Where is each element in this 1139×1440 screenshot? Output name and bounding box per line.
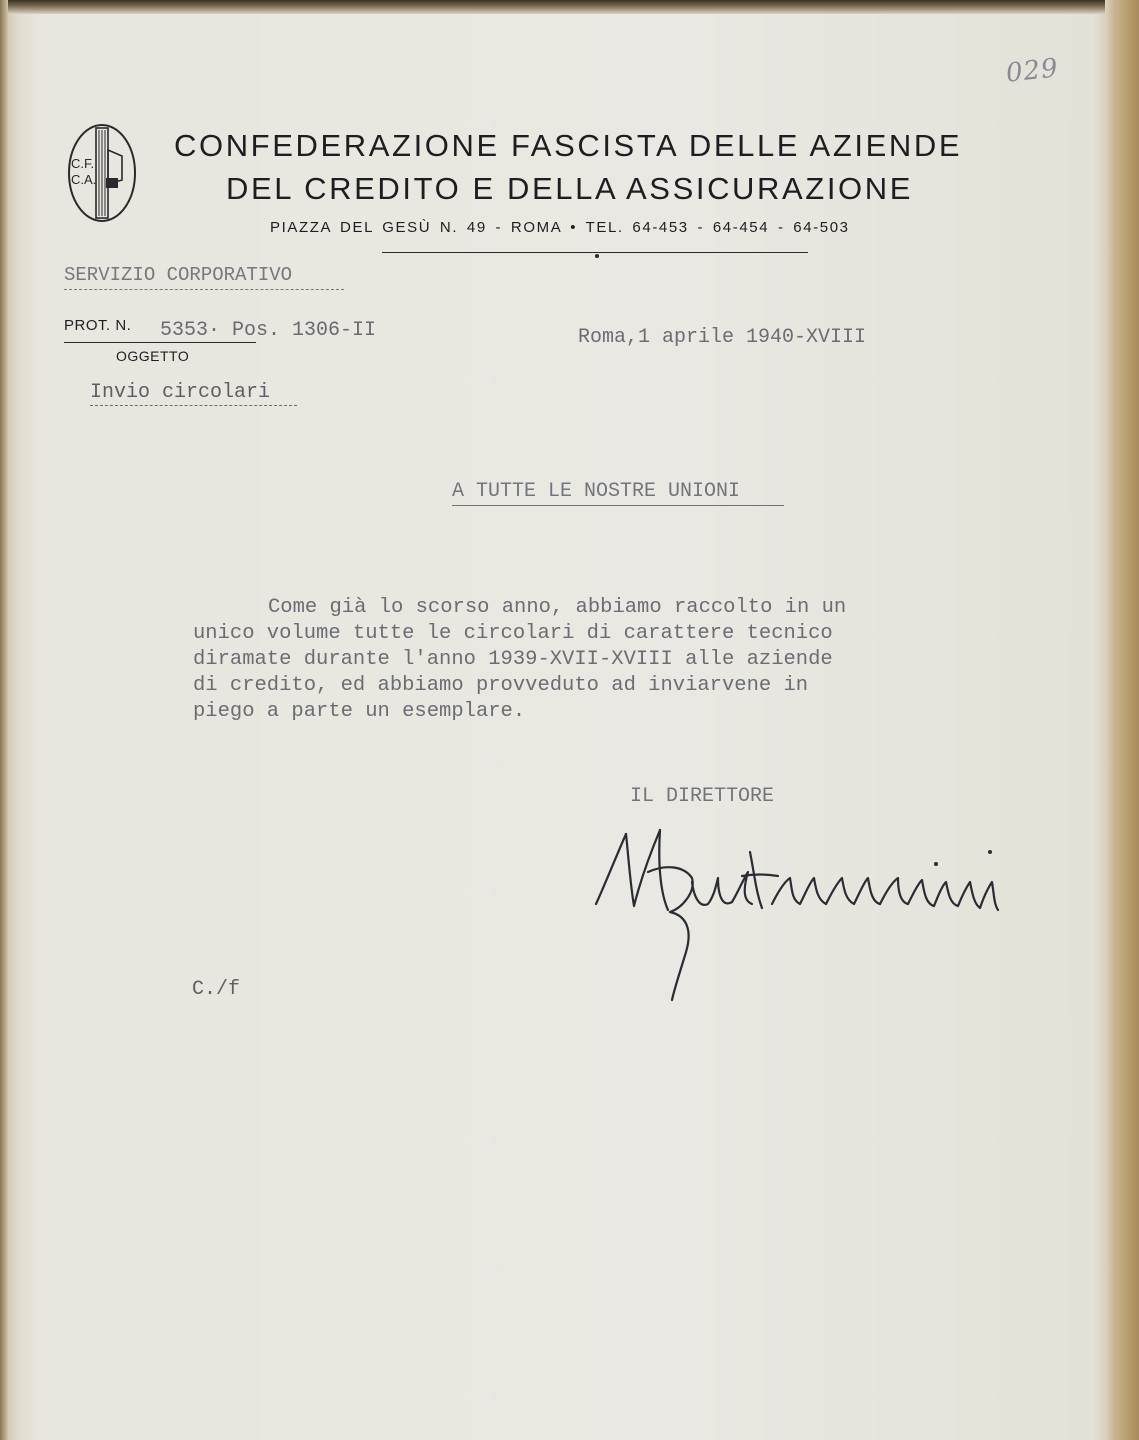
logo-text-cf: C.F. <box>71 156 95 171</box>
letterhead-rule <box>382 252 808 253</box>
letterhead-rule-dot <box>595 254 599 258</box>
body-line: unico volume tutte le circolari di carattere tecnico <box>193 622 833 645</box>
director-signature <box>588 812 1008 1008</box>
closing-title: IL DIRETTORE <box>630 785 775 808</box>
page-top-edge <box>0 0 1139 14</box>
body-line: diramate durante l'anno 1939-XVII-XVIII alle aziende <box>193 648 833 671</box>
typist-initials: C./f <box>192 978 241 1001</box>
service-underline <box>64 289 344 290</box>
letter-subject: Invio circolari <box>90 381 271 404</box>
logo-text-ca: C.A. <box>71 172 97 187</box>
page-left-edge <box>0 0 8 1440</box>
body-line: piego a parte un esemplare. <box>193 700 526 723</box>
service-stamp: SERVIZIO CORPORATIVO <box>64 264 293 286</box>
page-number: 029 <box>1004 53 1061 89</box>
addressee-underline <box>452 505 784 506</box>
letter-addressee: A TUTTE LE NOSTRE UNIONI <box>452 480 741 503</box>
body-line: Come già lo scorso anno, abbiamo raccolto in un <box>268 596 847 619</box>
protocol-value: 5353· Pos. 1306-II <box>160 319 377 342</box>
protocol-underline <box>64 342 256 343</box>
letterhead-title-line2: DEL CREDITO E DELLA ASSICURAZIONE <box>226 171 914 206</box>
protocol-label: PROT. N. <box>64 317 132 334</box>
book-spine-edge <box>1105 0 1139 1440</box>
subject-label: OGGETTO <box>116 348 190 364</box>
body-line: di credito, ed abbiamo provveduto ad inviarvene in <box>193 674 809 697</box>
letter-date: Roma,1 aprile 1940-XVIII <box>578 326 867 349</box>
letterhead-address: PIAZZA DEL GESÙ N. 49 - ROMA • TEL. 64-453 - 64-454 - 64-503 <box>270 219 850 236</box>
subject-underline <box>90 405 297 406</box>
letterhead-title-line1: CONFEDERAZIONE FASCISTA DELLE AZIENDE <box>174 128 963 163</box>
confederation-logo-icon <box>66 122 138 224</box>
